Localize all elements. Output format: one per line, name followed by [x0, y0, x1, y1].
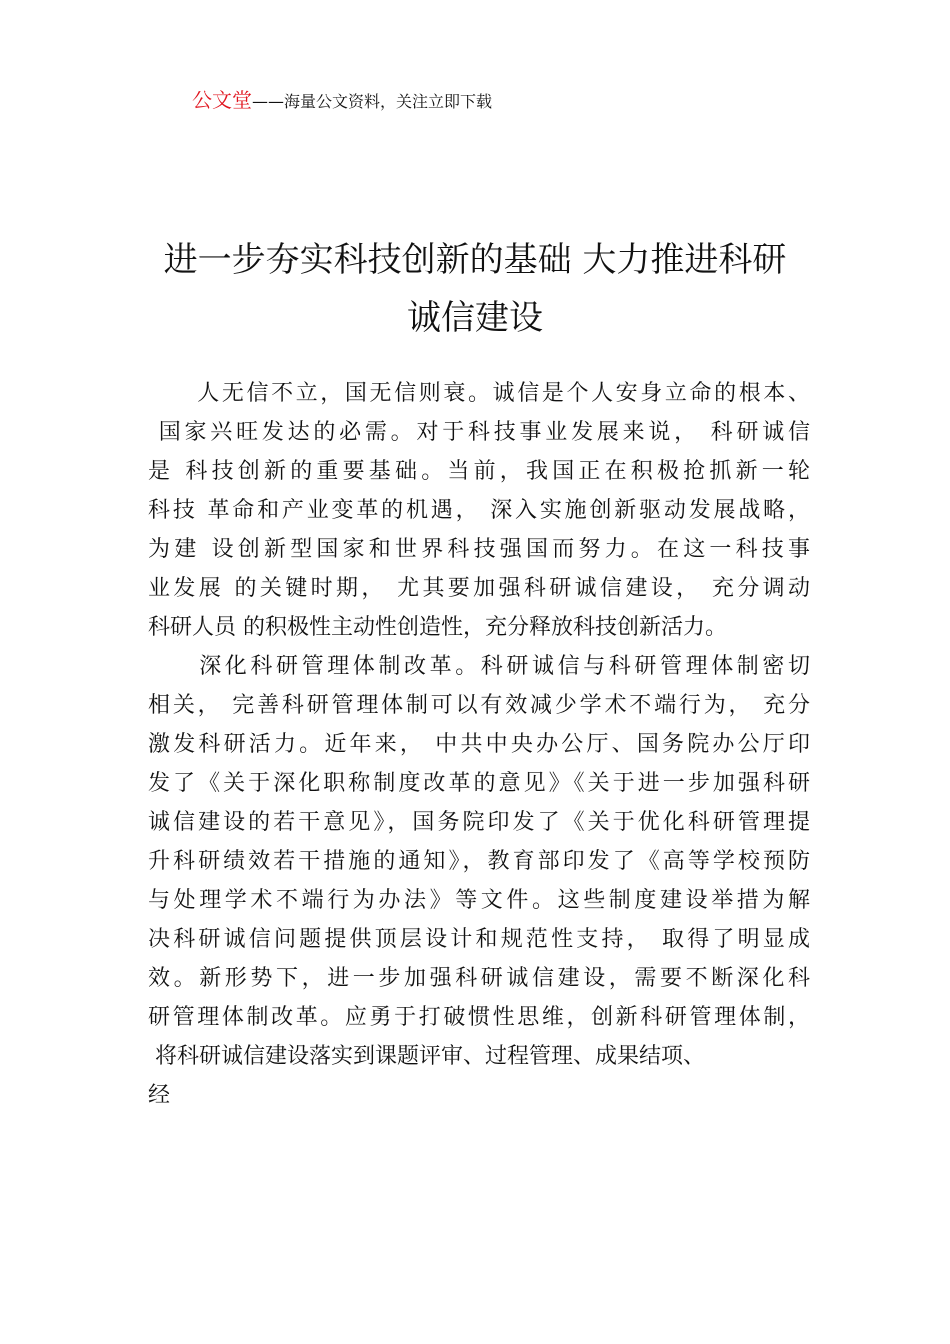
page-header [192, 84, 492, 113]
header-tagline: ——海量公文资料，关注立即下载 [252, 92, 493, 111]
paragraph-line: 人无信不立，国无信则衰。诚信是个人安身立命的根本、 [148, 381, 810, 406]
paragraph-line: 科研人员 的积极性主动性创造性，充分释放科技创新活力。 [148, 615, 727, 640]
paragraph-line: 科技 革命和产业变革的机遇， 深入实施创新驱动发展战略， [148, 498, 810, 523]
paragraph-line: 升科研绩效若干措施的通知》，教育部印发了《高等学校预防 [148, 849, 810, 874]
paragraph-line: 相关， 完善科研管理体制可以有效减少学术不端行为， 充分 [148, 693, 810, 718]
paragraph-line: 诚信建设的若干意见》，国务院印发了《关于优化科研管理提 [148, 810, 810, 835]
paragraph-line: 研管理体制改革。应勇于打破惯性思维，创新科研管理体制， [148, 1005, 810, 1030]
paragraph-line: 将科研诚信建设落实到课题评审、过程管理、成果结项、 [148, 1044, 705, 1069]
paragraph-line: 发了《关于深化职称制度改革的意见》《关于进一步加强科研 [148, 771, 810, 796]
paragraph-line: 业发展 的关键时期， 尤其要加强科研诚信建设， 充分调动 [148, 576, 810, 601]
document-title-line-2: 诚信建设 [407, 298, 543, 338]
document-title-line-1: 进一步夯实科技创新的基础 大力推进科研 [163, 240, 787, 280]
paragraph-line: 激发科研活力。近年来， 中共中央办公厅、国务院办公厅印 [148, 732, 810, 757]
paragraph-line: 经 [148, 1083, 171, 1108]
paragraph-line: 效。新形势下，进一步加强科研诚信建设，需要不断深化科 [148, 966, 810, 991]
paragraph-line: 为建 设创新型国家和世界科技强国而努力。在这一科技事 [148, 537, 810, 562]
paragraph-line: 与处理学术不端行为办法》等文件。这些制度建设举措为解 [148, 888, 810, 913]
paragraph-line: 是 科技创新的重要基础。当前，我国正在积极抢抓新一轮 [148, 459, 810, 484]
paragraph-line: 深化科研管理体制改革。科研诚信与科研管理体制密切 [148, 654, 810, 679]
paragraph-line: 决科研诚信问题提供顶层设计和规范性支持， 取得了明显成 [148, 927, 810, 952]
brand-logo-text: 公文堂 [192, 88, 252, 112]
paragraph-line: 国家兴旺发达的必需。对于科技事业发展来说， 科研诚信 [148, 420, 810, 445]
